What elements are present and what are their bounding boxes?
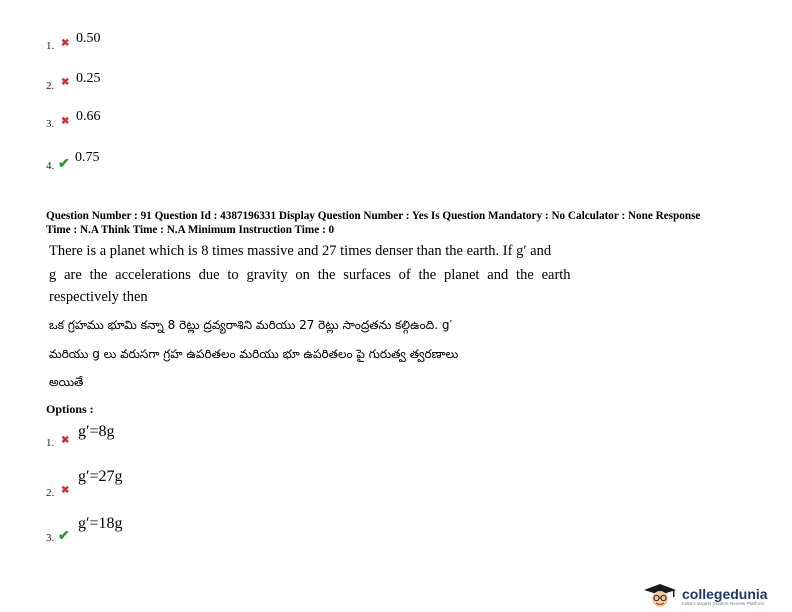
- option-number: 3.: [46, 532, 55, 544]
- telugu-text-line-3: అయితే: [49, 375, 84, 389]
- options-label: Options :: [46, 402, 94, 416]
- option-value: g′=8g: [78, 423, 115, 440]
- question-meta-line-2: Time : N.A Think Time : N.A Minimum Instruction Time : 0: [46, 224, 335, 236]
- brand-name: collegedunia: [682, 585, 768, 602]
- option-number: 2.: [46, 80, 55, 92]
- question-text-line-2: g are the accelerations due to gravity on the surfaces of the planet and the earth: [49, 267, 571, 283]
- check-icon: ✔: [58, 157, 70, 172]
- option-value: 0.75: [75, 150, 100, 165]
- mascot-icon: [640, 583, 680, 609]
- telugu-text-line-1: ఒక గ్రహము భూమి కన్నా 8 రెట్లు ద్రవ్యరాశిని మరియు 27 రెట్లు సాంద్రతను కల్గిఉంది. g′: [49, 318, 453, 332]
- cross-icon: ✖: [61, 77, 70, 88]
- option-number: 3.: [46, 118, 55, 130]
- option-value: g′=18g: [78, 515, 123, 532]
- telugu-text-line-2: మరియు g లు వరుసగా గ్రహ ఉపరితలం మరియు భూ ఉపరితలం పై గురుత్వ త్వరణాలు: [49, 347, 459, 361]
- option-number: 2.: [46, 487, 55, 499]
- option-value: g′=27g: [78, 468, 123, 485]
- question-header: [46, 209, 766, 237]
- option-value: 0.25: [76, 71, 101, 86]
- option-number: 4.: [46, 160, 55, 172]
- option-value: 0.50: [76, 31, 101, 46]
- question-meta-line-1: Question Number : 91 Question Id : 4387196331 Display Question Number : Yes Is Question Mandatory : No Calculator : None Response: [46, 210, 701, 222]
- check-icon: ✔: [58, 529, 70, 544]
- question-text-line-1: There is a planet which is 8 times massive and 27 times denser than the earth. If g′ and: [49, 243, 552, 259]
- option-value: 0.66: [76, 109, 101, 124]
- option-number: 1.: [46, 40, 55, 52]
- collegedunia-logo: [640, 583, 768, 609]
- cross-icon: ✖: [61, 116, 70, 127]
- cross-icon: ✖: [61, 485, 70, 496]
- brand-tagline: India's largest Student Review Platform: [682, 600, 765, 606]
- option-number: 1.: [46, 437, 55, 449]
- cross-icon: ✖: [61, 38, 70, 49]
- cross-icon: ✖: [61, 435, 70, 446]
- question-text-line-3: respectively then: [49, 289, 148, 305]
